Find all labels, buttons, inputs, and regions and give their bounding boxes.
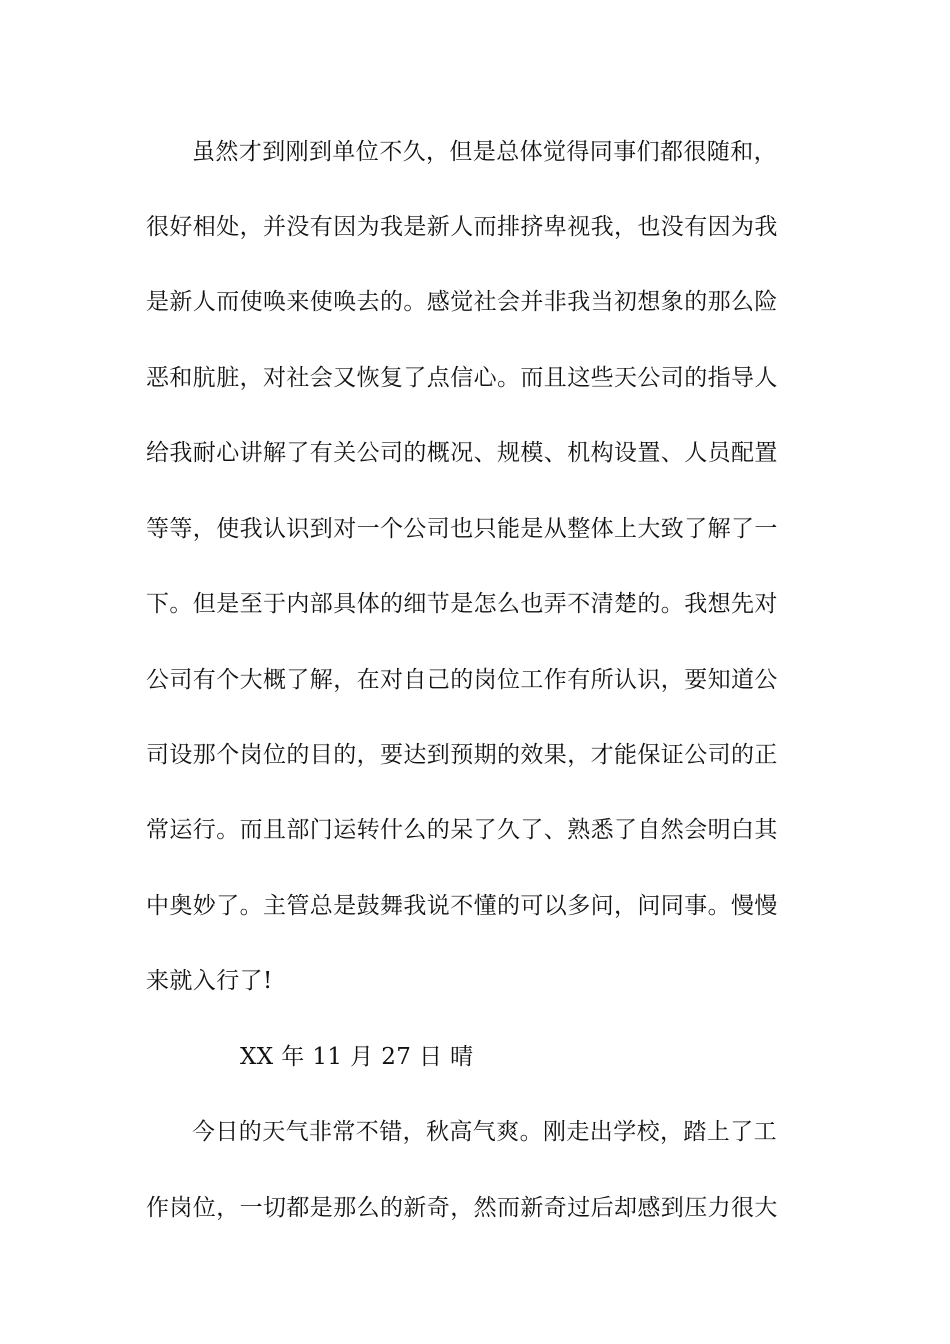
paragraph-line: 下。但是至于内部具体的细节是怎么也弄不清楚的。我想先对 — [146, 591, 778, 617]
paragraph-line: 给我耐心讲解了有关公司的概况、规模、机构设置、人员配置 — [146, 440, 778, 466]
paragraph-line: 等等，使我认识到对一个公司也只能是从整体上大致了解了一 — [146, 516, 778, 542]
paragraph-line: 作岗位，一切都是那么的新奇，然而新奇过后却感到压力很大 — [146, 1195, 778, 1221]
paragraph-line: 虽然才到刚到单位不久，但是总体觉得同事们都很随和， — [192, 139, 777, 165]
paragraph-line: 很好相处，并没有因为我是新人而排挤卑视我，也没有因为我 — [146, 214, 778, 240]
paragraph-line: 是新人而使唤来使唤去的。感觉社会并非我当初想象的那么险 — [146, 289, 778, 315]
date-heading: XX 年 11 月 27 日 晴 — [240, 1044, 474, 1070]
paragraph-line: 中奥妙了。主管总是鼓舞我说不懂的可以多问，问同事。慢慢 — [146, 893, 778, 919]
paragraph-line: 常运行。而且部门运转什么的呆了久了、熟悉了自然会明白其 — [146, 817, 778, 843]
paragraph-line: 公司有个大概了解，在对自己的岗位工作有所认识，要知道公 — [146, 667, 778, 693]
paragraph-line: 司设那个岗位的目的，要达到预期的效果，才能保证公司的正 — [146, 742, 778, 768]
paragraph-line: 今日的天气非常不错，秋高气爽。刚走出学校，踏上了工 — [192, 1119, 777, 1145]
paragraph-line: 来就入行了! — [146, 968, 273, 994]
paragraph-line: 恶和肮脏，对社会又恢复了点信心。而且这些天公司的指导人 — [146, 365, 778, 391]
